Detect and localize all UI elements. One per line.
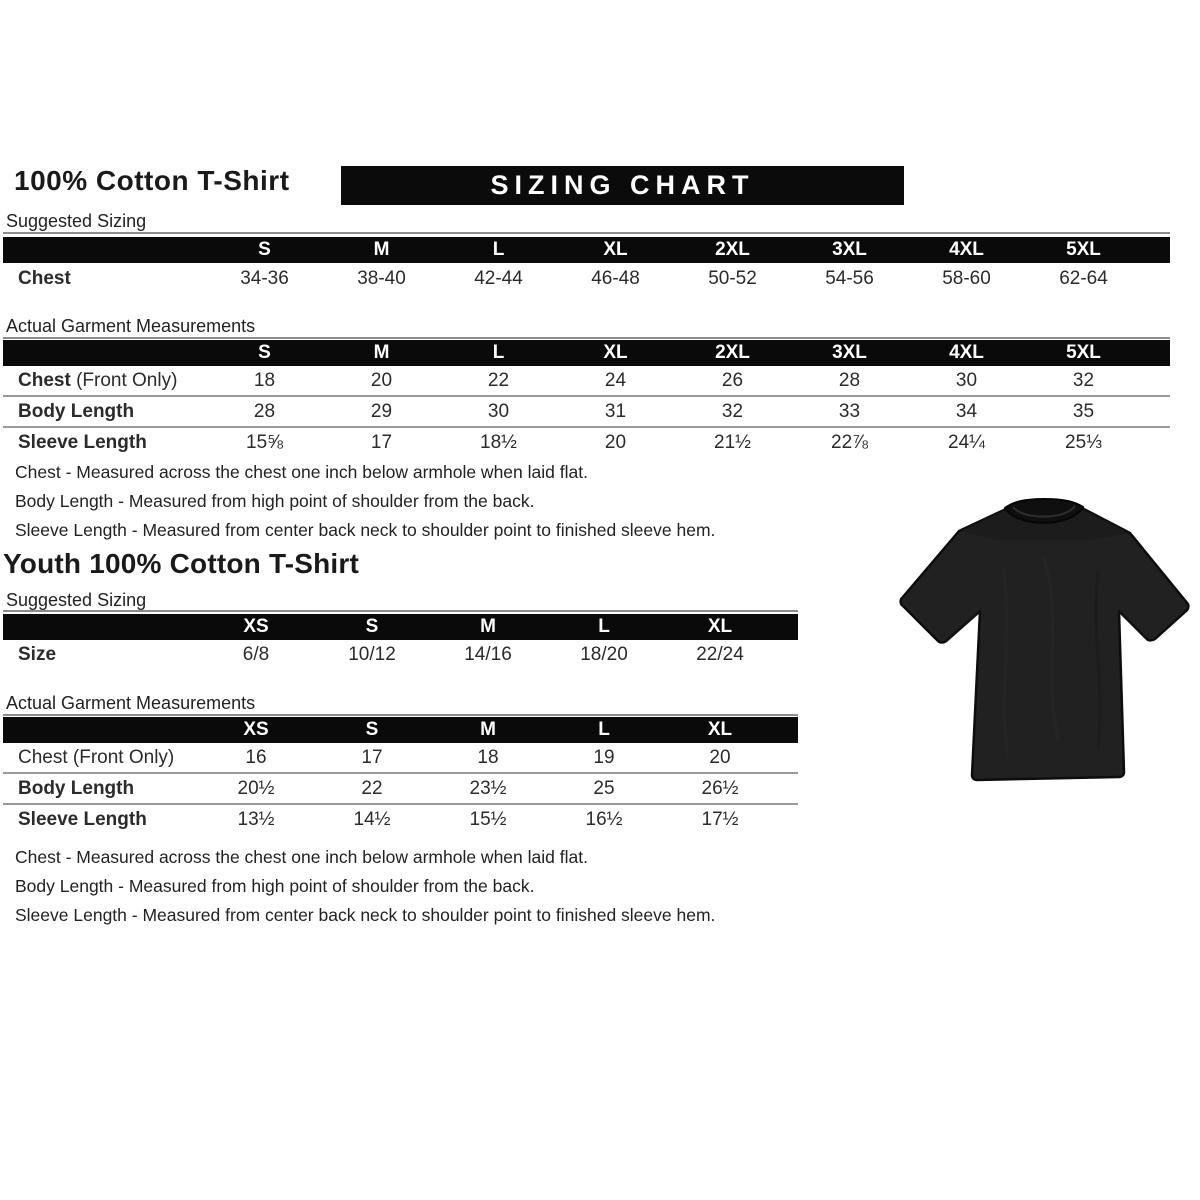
- size-column-header: 5XL: [1066, 239, 1101, 260]
- size-cell: 54-56: [825, 268, 874, 289]
- size-cell: 20: [370, 369, 393, 391]
- size-cell: 18: [477, 746, 499, 768]
- row-label: Chest: [18, 268, 71, 289]
- size-column-header: 3XL: [832, 239, 867, 260]
- size-cell: 17½: [701, 808, 739, 830]
- divider: [3, 610, 798, 612]
- adult-section-title: 100% Cotton T-Shirt: [14, 165, 290, 196]
- size-cell: 18½: [480, 431, 517, 453]
- table-header-row: [3, 237, 1170, 263]
- size-cell: 20: [709, 746, 731, 768]
- size-cell: 30: [955, 369, 978, 391]
- size-cell: 24: [604, 369, 627, 391]
- size-column-header: L: [492, 239, 505, 260]
- size-cell: 26: [721, 369, 744, 391]
- size-cell: 58-60: [942, 268, 991, 289]
- size-cell: 34-36: [240, 268, 289, 289]
- adult-suggested-sizing-table: [3, 237, 1170, 295]
- row-label: Chest (Front Only): [18, 746, 175, 768]
- adult-actual-measurements-table: [3, 340, 1170, 457]
- size-cell: 22/24: [696, 643, 744, 665]
- divider: [3, 337, 1170, 339]
- adult-measurement-notes: [15, 458, 715, 545]
- size-cell: 38-40: [357, 268, 406, 289]
- size-cell: 62-64: [1059, 268, 1108, 289]
- size-column-header: M: [480, 616, 496, 637]
- row-label-suffix: (Front Only): [70, 369, 178, 391]
- size-column-header: XS: [243, 719, 269, 740]
- size-cell: 28: [253, 400, 276, 422]
- youth-measurement-notes: [15, 843, 715, 930]
- size-cell: 32: [1072, 369, 1095, 391]
- size-column-header: XL: [707, 719, 733, 740]
- size-cell: 30: [487, 400, 510, 422]
- table-row: [3, 743, 798, 774]
- row-label: Body Length: [18, 777, 135, 799]
- size-cell: 16½: [585, 808, 623, 830]
- size-column-header: 4XL: [949, 239, 984, 260]
- size-column-header: S: [258, 239, 271, 260]
- table-row: [3, 263, 1170, 295]
- size-column-header: M: [373, 342, 390, 363]
- size-column-header: 5XL: [1066, 342, 1101, 363]
- size-cell: 14½: [353, 808, 391, 830]
- table-row: [3, 805, 798, 834]
- size-cell: 46-48: [591, 268, 640, 289]
- size-column-header: XS: [243, 616, 269, 637]
- row-label: Sleeve Length: [18, 431, 147, 453]
- size-cell: 50-52: [708, 268, 757, 289]
- size-column-header: XL: [707, 616, 733, 637]
- size-cell: 17: [361, 746, 383, 768]
- size-cell: 24¼: [948, 431, 985, 453]
- size-cell: 22: [361, 777, 383, 799]
- size-cell: 33: [838, 400, 861, 422]
- size-column-header: 4XL: [949, 342, 984, 363]
- size-cell: 28: [838, 369, 861, 391]
- size-column-header: 2XL: [715, 342, 750, 363]
- size-cell: 13½: [237, 808, 275, 830]
- black-tshirt-graphic: [893, 478, 1198, 808]
- size-cell: 22: [487, 369, 510, 391]
- youth-section-title: Youth 100% Cotton T-Shirt: [3, 548, 360, 579]
- measurement-note: Body Length - Measured from high point of shoulder from the back.: [15, 876, 535, 896]
- measurement-note: Chest - Measured across the chest one inch below armhole when laid flat.: [15, 462, 588, 482]
- size-cell: 21½: [714, 431, 751, 453]
- row-label: Size: [18, 643, 57, 665]
- size-cell: 25: [593, 777, 615, 799]
- measurement-note: Body Length - Measured from high point of shoulder from the back.: [15, 491, 535, 511]
- size-cell: 22⅞: [831, 431, 868, 453]
- size-cell: 35: [1072, 400, 1095, 422]
- size-cell: 14/16: [464, 643, 512, 665]
- youth-suggested-sizing-label: Suggested Sizing: [6, 590, 147, 610]
- youth-suggested-sizing-table: [3, 614, 798, 669]
- youth-actual-measurements-label: Actual Garment Measurements: [6, 693, 256, 713]
- divider: [3, 714, 798, 716]
- size-column-header: S: [365, 616, 379, 637]
- table-header-row: [3, 717, 798, 743]
- size-column-header: M: [480, 719, 496, 740]
- table-row: [3, 366, 1170, 397]
- size-column-header: L: [598, 616, 610, 637]
- size-cell: 26½: [701, 777, 739, 799]
- size-cell: 18/20: [580, 643, 628, 665]
- measurement-note: Chest - Measured across the chest one inch below armhole when laid flat.: [15, 847, 588, 867]
- size-cell: 20½: [237, 777, 275, 799]
- divider: [3, 232, 1170, 234]
- size-cell: 15½: [469, 808, 507, 830]
- size-column-header: XL: [603, 342, 628, 363]
- size-column-header: S: [365, 719, 379, 740]
- sizing-chart-banner: SIZING CHART: [341, 166, 904, 205]
- size-column-header: M: [373, 239, 390, 260]
- row-label: [3, 370, 206, 392]
- size-cell: 18: [253, 369, 276, 391]
- table-header-row: [3, 340, 1170, 366]
- size-cell: 25⅓: [1065, 431, 1102, 453]
- size-cell: 23½: [469, 777, 507, 799]
- youth-actual-measurements-table: [3, 717, 798, 834]
- row-label: Body Length: [18, 400, 135, 422]
- size-cell: 17: [370, 431, 393, 453]
- size-column-header: 2XL: [715, 239, 750, 260]
- table-row: [3, 397, 1170, 428]
- adult-suggested-sizing-label: Suggested Sizing: [6, 211, 147, 231]
- row-label: Sleeve Length: [18, 808, 147, 830]
- size-cell: 16: [245, 746, 267, 768]
- size-cell: 15⅝: [246, 431, 283, 453]
- size-column-header: S: [258, 342, 271, 363]
- table-row: [3, 640, 798, 669]
- size-cell: 10/12: [348, 643, 396, 665]
- size-cell: 34: [955, 400, 978, 422]
- measurement-note: Sleeve Length - Measured from center back neck to shoulder point to finished sleeve hem.: [15, 905, 716, 925]
- size-cell: 6/8: [242, 643, 270, 665]
- size-cell: 20: [604, 431, 627, 453]
- tshirt-photo: [893, 478, 1198, 808]
- size-column-header: L: [598, 719, 610, 740]
- size-cell: 42-44: [474, 268, 523, 289]
- adult-actual-measurements-label: Actual Garment Measurements: [6, 316, 256, 336]
- table-row: [3, 428, 1170, 457]
- size-cell: 29: [370, 400, 393, 422]
- size-cell: 32: [721, 400, 744, 422]
- size-column-header: XL: [603, 239, 628, 260]
- size-column-header: L: [492, 342, 505, 363]
- row-label-main: Chest: [18, 369, 71, 391]
- size-cell: 19: [593, 746, 615, 768]
- measurement-note: Sleeve Length - Measured from center back neck to shoulder point to finished sleeve hem.: [15, 520, 716, 540]
- table-header-row: [3, 614, 798, 640]
- table-row: [3, 774, 798, 805]
- size-column-header: 3XL: [832, 342, 867, 363]
- size-cell: 31: [604, 400, 627, 422]
